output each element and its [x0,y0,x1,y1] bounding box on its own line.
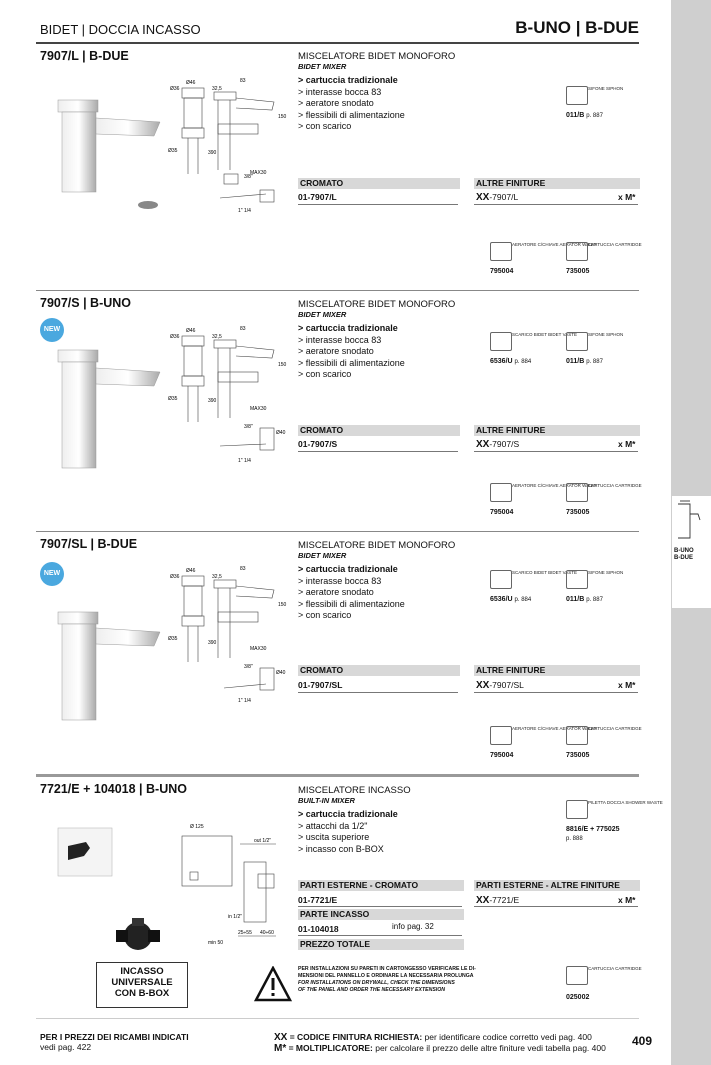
shower-waste-label: PILETTA DOCCIA SHOWER WASTE [588,800,663,805]
series-title: B-UNO | B-DUE [515,18,639,37]
product-image [56,826,116,878]
sidebar-label: B-UNO B-DUE [674,548,694,561]
aerator-label: AERATORE C/CHIAVE AERATOR W/KEY [512,483,597,488]
bbox-image [112,912,164,956]
svg-text:40÷60: 40÷60 [260,930,274,936]
svg-text:Ø35: Ø35 [168,396,178,402]
svg-text:Ø36: Ø36 [170,334,180,340]
divider [36,290,639,291]
altre-finiture-label: ALTRE FINITURE [474,425,640,436]
svg-text:Ø40: Ø40 [276,430,286,436]
vaste-code[interactable]: 6536/U p. 884 [490,596,532,603]
cartridge-code[interactable]: 735005 [566,509,590,516]
aerator-code[interactable]: 795004 [490,509,514,516]
feature-list: > cartuccia tradizionale > attacchi da 1/2" > uscita superiore > incasso con B-BOX [298,809,398,854]
siphon-code[interactable]: 011/B p. 887 [566,596,603,603]
svg-text:3/8": 3/8" [244,174,253,180]
svg-text:MAX30: MAX30 [250,406,267,412]
info-page[interactable]: info pag. 32 [392,922,434,931]
divider [36,774,639,777]
product-title: 7907/S | B-UNO [40,296,132,310]
prezzo-totale: PREZZO TOTALE [298,939,464,950]
svg-text:390: 390 [208,640,217,646]
parti-esterne-altre: PARTI ESTERNE - ALTRE FINITURE [474,880,640,891]
svg-text:3/8": 3/8" [244,664,253,670]
description-title: MISCELATORE INCASSO [298,785,411,796]
new-badge: NEW [40,562,64,586]
cartridge-icon [566,483,588,502]
svg-text:Ø40: Ø40 [276,670,286,676]
cartridge-label: CARTUCCIA CARTRIDGE [588,966,642,971]
incasso-code[interactable]: 01-104018 [298,924,339,934]
product-title: 7721/E + 104018 | B-UNO [40,782,187,796]
svg-text:out 1/2": out 1/2" [254,838,272,844]
cartridge-icon [566,966,588,985]
svg-text:Ø46: Ø46 [186,568,196,574]
altre-finiture-label: ALTRE FINITURE [474,665,640,676]
warning-text: PER INSTALLAZIONI SU PARETI IN CARTONGESSO VERIFICARE LE DI- MENSIONI DEL PANNELLO E ORDINARE LA NECESSARIA PROLUNGA FOR INSTALLATIONS ON DRYWALL, CHECK THE DIMENSIONS OF THE PANEL AND ORDER THE NECESSARY EXTENSION [298,966,476,993]
page-number: 409 [632,1034,653,1048]
svg-text:1" 1/4: 1" 1/4 [238,458,251,462]
cartridge-code[interactable]: 735005 [566,268,590,275]
svg-text:390: 390 [208,398,217,404]
svg-text:32,5: 32,5 [212,86,222,92]
description-subtitle: BIDET MIXER [298,62,347,71]
finish-code[interactable]: XX-7721/E [476,895,520,906]
cartridge-label: CARTUCCIA CARTRIDGE [588,483,642,488]
shower-waste-code[interactable]: 8816/E + 775025 [566,826,620,833]
multiplier: x M* [618,192,636,202]
svg-text:83: 83 [240,78,246,84]
svg-text:Ø 125: Ø 125 [190,824,204,830]
svg-text:MAX30: MAX30 [250,170,267,176]
aerator-icon [490,242,512,261]
svg-text:MAX30: MAX30 [250,646,267,652]
description-title: MISCELATORE BIDET MONOFORO [298,540,456,551]
finish-code[interactable]: XX-7907/L [476,192,519,203]
multiplier: x M* [618,895,636,905]
product-code[interactable]: 01-7907/L [298,192,337,202]
new-badge: NEW [40,318,64,342]
warning-icon [254,966,292,1002]
divider [36,531,639,532]
svg-text:32,5: 32,5 [212,334,222,340]
siphon-label: SIFONE SIPHON [588,86,624,91]
description-title: MISCELATORE BIDET MONOFORO [298,51,456,62]
product-code[interactable]: 01-7907/S [298,439,338,449]
product-image [48,78,168,218]
siphon-label: SIFONE SIPHON [588,332,624,337]
cromato-label: CROMATO [298,178,460,189]
description-subtitle: BIDET MIXER [298,551,347,560]
svg-text:Ø46: Ø46 [186,328,196,334]
section-title: BIDET | DOCCIA INCASSO [40,22,201,37]
svg-text:3/8": 3/8" [244,424,253,430]
faucet-icon [676,498,702,542]
finish-code[interactable]: XX-7907/SL [476,680,524,691]
parte-incasso: PARTE INCASSO [298,909,464,920]
vaste-label: SCARICO BIDET BIDET VASTE [512,332,578,337]
shower-waste-page: p. 888 [566,836,583,842]
vaste-label: SCARICO BIDET BIDET VASTE [512,570,578,575]
feature-list: > cartuccia tradizionale > interasse bocca 83 > aeratore snodato > flessibili di alimentazione > con scarico [298,564,405,620]
product-image [48,342,168,472]
svg-text:Ø35: Ø35 [168,636,178,642]
vaste-icon [490,332,512,351]
feature-list: > cartuccia tradizionale > interasse bocca 83 > aeratore snodato > flessibili di alimentazione > con scarico [298,75,405,131]
shower-waste-icon [566,800,588,819]
siphon-code[interactable]: 011/B p. 887 [566,358,603,365]
footer-rule [36,1018,639,1019]
aerator-label: AERATORE C/CHIAVE AERATOR W/KEY [512,242,597,247]
footer-legend: XX = CODICE FINITURA RICHIESTA: per identificare codice corretto vedi pag. 400 M* = MOLTIPLICATORE: per calcolare il prezzo delle altre finiture vedi tabella pag. 400 [274,1032,606,1054]
cromato-label: CROMATO [298,425,460,436]
parti-esterne-cromato: PARTI ESTERNE - CROMATO [298,880,464,891]
svg-text:Ø46: Ø46 [186,80,196,86]
product-image [48,606,168,722]
svg-text:1" 1/4: 1" 1/4 [238,698,251,704]
vaste-code[interactable]: 6536/U p. 884 [490,358,532,365]
svg-text:Ø36: Ø36 [170,86,180,92]
description-title: MISCELATORE BIDET MONOFORO [298,299,456,310]
aerator-icon [490,726,512,745]
altre-finiture-label: ALTRE FINITURE [474,178,640,189]
svg-text:150: 150 [278,114,287,120]
svg-text:83: 83 [240,566,246,572]
external-code[interactable]: 01-7721/E [298,895,338,905]
technical-drawing [168,74,296,214]
svg-text:83: 83 [240,326,246,332]
product-title: 7907/L | B-DUE [40,49,129,63]
footer-note: PER I PREZZI DEI RICAMBI INDICATI vedi pag. 422 [40,1032,189,1052]
header-rule [36,42,639,44]
siphon-code[interactable]: 011/B p. 887 [566,112,603,119]
cartridge-label: CARTUCCIA CARTRIDGE [588,242,642,247]
siphon-icon [566,332,588,351]
aerator-label: AERATORE C/CHIAVE AERATOR W/KEY [512,726,597,731]
technical-drawing [168,562,296,704]
product-title: 7907/SL | B-DUE [40,537,138,551]
product-code[interactable]: 01-7907/SL [298,680,343,690]
cartridge-label: CARTUCCIA CARTRIDGE [588,726,642,731]
technical-drawing [168,322,296,462]
incasso-box: INCASSO UNIVERSALE CON B-BOX [96,962,188,1008]
multiplier: x M* [618,680,636,690]
cartridge-icon [566,726,588,745]
technical-drawing [180,818,280,948]
cartridge-code[interactable]: 735005 [566,752,590,759]
svg-text:min 50: min 50 [208,940,224,946]
svg-text:390: 390 [208,150,217,156]
svg-text:Ø35: Ø35 [168,148,178,154]
svg-text:32,5: 32,5 [212,574,222,580]
svg-text:Ø36: Ø36 [170,574,180,580]
siphon-icon [566,570,588,589]
cromato-label: CROMATO [298,665,460,676]
aerator-code[interactable]: 795004 [490,752,514,759]
description-subtitle: BIDET MIXER [298,310,347,319]
svg-text:in 1/2": in 1/2" [228,914,243,920]
siphon-label: SIFONE SIPHON [588,570,624,575]
aerator-icon [490,483,512,502]
cartridge-code[interactable]: 025002 [566,994,590,1001]
svg-text:150: 150 [278,362,287,368]
multiplier: x M* [618,439,636,449]
description-subtitle: BUILT-IN MIXER [298,796,355,805]
vaste-icon [490,570,512,589]
cartridge-icon [566,242,588,261]
siphon-icon [566,86,588,105]
finish-code[interactable]: XX-7907/S [476,439,520,450]
svg-text:150: 150 [278,602,287,608]
svg-text:1" 1/4: 1" 1/4 [238,208,251,214]
aerator-code[interactable]: 795004 [490,268,514,275]
feature-list: > cartuccia tradizionale > interasse bocca 83 > aeratore snodato > flessibili di alimentazione > con scarico [298,323,405,379]
svg-text:25÷55: 25÷55 [238,930,252,936]
